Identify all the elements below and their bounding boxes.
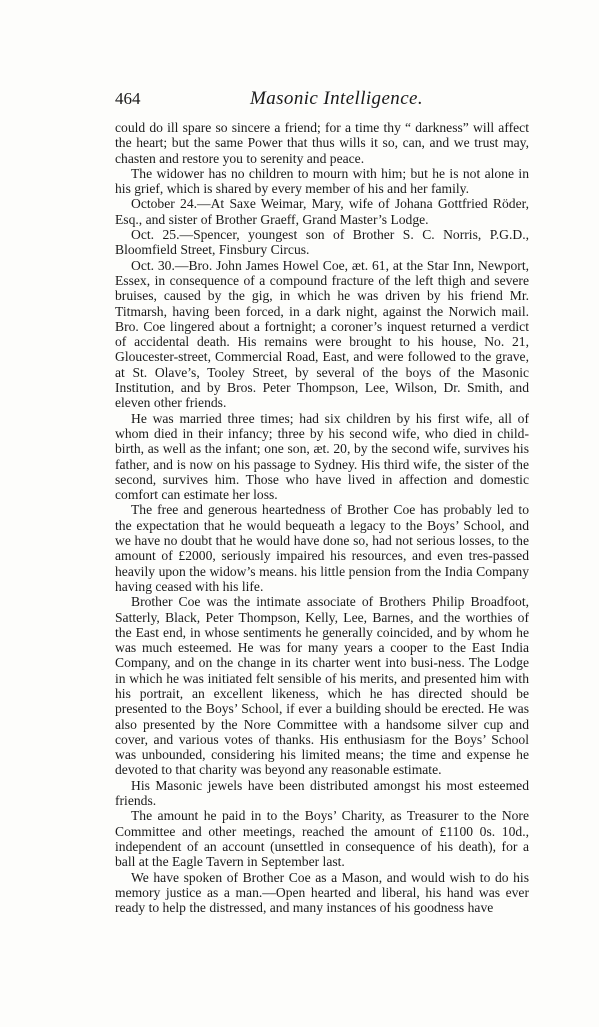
paragraph: He was married three times; had six children by his first wife, all of whom died in their infancy; three by his second wife, who died in child-birth, as well as the infant; one son, æt. 20, by the second wife, survives his father, and is now on his passage to Sydney. His third wife, the sister of the second, survives him. Those who have lived in affection and domestic comfort can estimate her loss.	[115, 410, 529, 503]
paragraph: The widower has no children to mourn with him; but he is not alone in his grief, which is shared by every member of his and her family.	[115, 165, 529, 197]
paragraph: His Masonic jewels have been distributed amongst his most esteemed friends.	[115, 777, 529, 809]
paragraph: Oct. 30.—Bro. John James Howel Coe, æt. 61, at the Star Inn, Newport, Essex, in consequence of a compound fracture of the left thigh and severe bruises, caused by the gig, in which he was driven by his friend Mr. Titmarsh, having been forced, in a dark night, against the Norwich mail. Bro. Coe lingered about a fortnight; a coroner’s inquest returned a verdict of accidental death. His remains were brought to his house, No. 21, Gloucester-street, Commercial Road, East, and were followed to the grave, at St. Olave’s, Tooley Street, by several of the boys of the Masonic Institution, and by Bros. Peter Thompson, Lee, Wilson, Dr. Smith, and eleven other friends.	[115, 257, 529, 411]
body-text	[115, 120, 529, 915]
paragraph: Oct. 25.—Spencer, youngest son of Brother S. C. Norris, P.G.D., Bloomfield Street, Finsbury Circus.	[115, 227, 529, 258]
paragraph: The free and generous heartedness of Brother Coe has probably led to the expectation that he would bequeath a legacy to the Boys’ School, and we have no doubt that he would have done so, had not serious losses, to the amount of £2000, seriously impaired his resources, and even tres-passed heavily upon the widow’s means. his little pension from the India Company having ceased with his life.	[115, 502, 529, 594]
paragraph: Brother Coe was the intimate associate of Brothers Philip Broadfoot, Satterly, Black, Peter Thompson, Kelly, Lee, Barnes, and the worthies of the East end, in whose sentiments he generally coincided, and by whom he was much esteemed. He was for many years a cooper to the East India Company, and on the change in its charter went into busi-ness. The Lodge in which he was initiated felt sensible of his merits, and presented him with his portrait, an excellent likeness, which he has directed should be presented to the Boys’ School, if ever a building should be erected. He was also presented by the Nore Committee with a handsome silver cup and cover, and various votes of thanks. His enthusiasm for the Boys’ School was unbounded, considering his limited means; the time and expense he devoted to that charity was beyond any reasonable estimate.	[115, 594, 529, 778]
paragraph: October 24.—At Saxe Weimar, Mary, wife of Johana Gottfried Röder, Esq., and sister of Brother Graeff, Grand Master’s Lodge.	[115, 196, 529, 227]
paragraph: The amount he paid in to the Boys’ Charity, as Treasurer to the Nore Committee and other meetings, reached the amount of £1100 0s. 10d., independent of an account (unsettled in consequence of his death), for a ball at the Eagle Tavern in September last.	[115, 808, 529, 870]
paragraph: We have spoken of Brother Coe as a Mason, and would wish to do his memory justice as a man.—Open hearted and liberal, his hand was ever ready to help the distressed, and many instances of his goodness have	[115, 869, 529, 916]
page-header	[115, 88, 529, 110]
paragraph: could do ill spare so sincere a friend; for a time thy “ darkness” will affect the heart; but the same Power that thus wills it so, can, and we trust may, chasten and restore you to serenity and peace.	[115, 120, 529, 166]
page-number: 464	[115, 89, 141, 108]
running-title: Masonic Intelligence.	[250, 88, 424, 109]
